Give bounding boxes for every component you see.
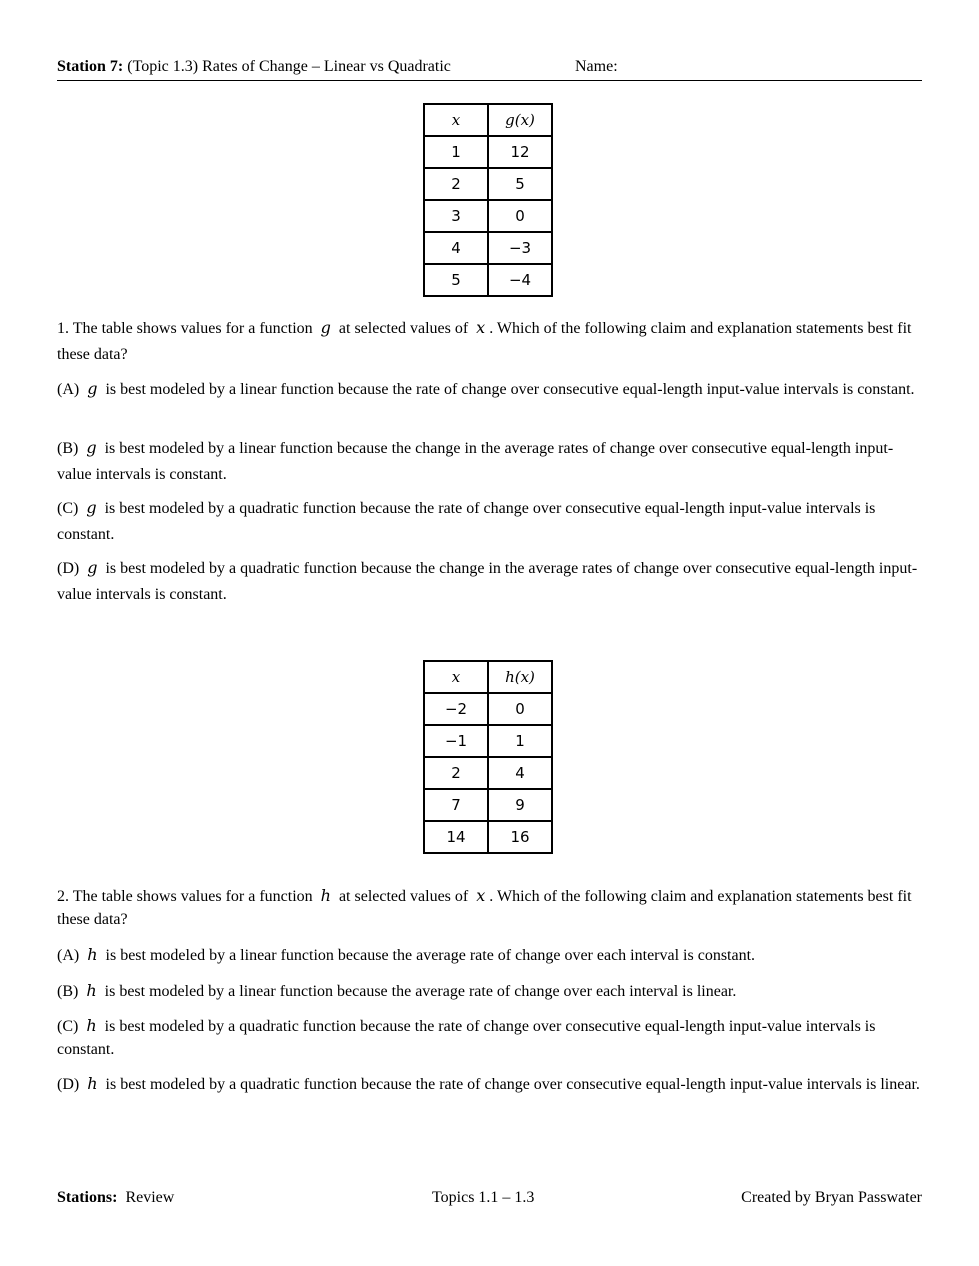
option-text: is best modeled by a quadratic function because the change in the average rates of change over consecutive equal-length input-value intervals is constant. [57,560,918,603]
table-header-cell: x [424,661,488,693]
table-cell: 0 [488,693,552,725]
station-label: Station 7: [57,58,124,75]
option-letter: (C) [57,500,79,517]
table-header-cell: h(x) [488,661,552,693]
function-name: g [87,558,98,577]
table-cell: 4 [488,757,552,789]
g-values-table [423,103,553,297]
table-header-row [424,661,552,693]
question-1-option-c[interactable] [57,495,925,548]
table-cell: 9 [488,789,552,821]
table-cell: −1 [424,725,488,757]
table-cell: 16 [488,821,552,853]
function-name: h [87,945,98,964]
table-cell: 2 [424,168,488,200]
table-cell: 4 [424,232,488,264]
table-header-cell: g(x) [488,104,552,136]
page-header [57,58,922,81]
question-1-option-b[interactable] [57,435,925,488]
table-cell: 12 [488,136,552,168]
question-1-stem: 1. The table shows values for a function g at selected values of x . Which of the following claim and explanation statements best fit these data? [57,318,912,363]
table-cell: −4 [488,264,552,296]
option-text: is best modeled by a quadratic function because the rate of change over consecutive equal-length input-value intervals is constant. [57,500,876,543]
question-2-option-b[interactable] [57,979,925,1003]
table-cell: 0 [488,200,552,232]
page-footer [57,1189,922,1211]
option-letter: (D) [57,560,80,577]
table-row [424,725,552,757]
table-cell: 5 [488,168,552,200]
table-row [424,168,552,200]
function-name: g [320,318,331,337]
footer-stations [57,1189,174,1207]
function-name: h [87,1074,98,1093]
table-row [424,821,552,853]
function-name: g [87,379,98,398]
option-text: is best modeled by a linear function because the average rate of change over each interval is constant. [105,947,756,964]
table-header-row [424,104,552,136]
question-2-option-c[interactable] [57,1014,925,1061]
table-row [424,264,552,296]
question-2-option-a[interactable] [57,943,925,967]
table-cell: 14 [424,821,488,853]
table-row [424,232,552,264]
function-name: h [320,886,331,905]
option-text: is best modeled by a linear function because the average rate of change over each interval is linear. [104,983,737,1000]
table-cell: 7 [424,789,488,821]
question-1-option-d[interactable] [57,555,925,608]
table-cell: 5 [424,264,488,296]
table-row [424,789,552,821]
h-values-table [423,660,553,854]
table-row [424,136,552,168]
table-header-cell: x [424,104,488,136]
option-letter: (C) [57,1018,79,1035]
stations-value: Review [117,1189,175,1206]
table-cell: 1 [488,725,552,757]
option-letter: (D) [57,1076,80,1093]
option-letter: (B) [57,440,79,457]
table-row [424,693,552,725]
option-letter: (A) [57,947,80,964]
function-name: h [86,1016,97,1035]
option-text: is best modeled by a linear function because the change in the average rates of change over consecutive equal-length input-value intervals is constant. [57,440,894,483]
question-1-option-a[interactable] [57,376,925,403]
table-cell: 3 [424,200,488,232]
table-row [424,757,552,789]
table-cell: −3 [488,232,552,264]
table-cell: 2 [424,757,488,789]
stations-label: Stations: [57,1189,118,1206]
question-2-stem: 2. The table shows values for a function h at selected values of x . Which of the following claim and explanation statements best fit these data? [57,886,912,928]
option-text: is best modeled by a linear function because the rate of change over consecutive equal-length input-value intervals is constant. [105,381,915,398]
option-letter: (B) [57,983,79,1000]
station-title [57,58,451,76]
name-label: Name: [575,58,618,75]
question-2-option-d[interactable] [57,1072,925,1096]
variable-name: x [476,318,486,337]
variable-name: x [476,886,486,905]
topic-text: (Topic 1.3) Rates of Change – Linear vs Quadratic [123,58,451,75]
footer-topics: Topics 1.1 – 1.3 [432,1189,535,1206]
option-letter: (A) [57,381,80,398]
option-text: is best modeled by a quadratic function because the rate of change over consecutive equal-length input-value intervals is linear. [105,1076,920,1093]
function-name: h [86,981,97,1000]
function-name: g [86,498,97,517]
option-text: is best modeled by a quadratic function because the rate of change over consecutive equal-length input-value intervals is constant. [57,1018,876,1058]
table-row [424,200,552,232]
function-name: g [86,438,97,457]
table-cell: 1 [424,136,488,168]
footer-credit: Created by Bryan Passwater [741,1189,922,1206]
table-cell: −2 [424,693,488,725]
